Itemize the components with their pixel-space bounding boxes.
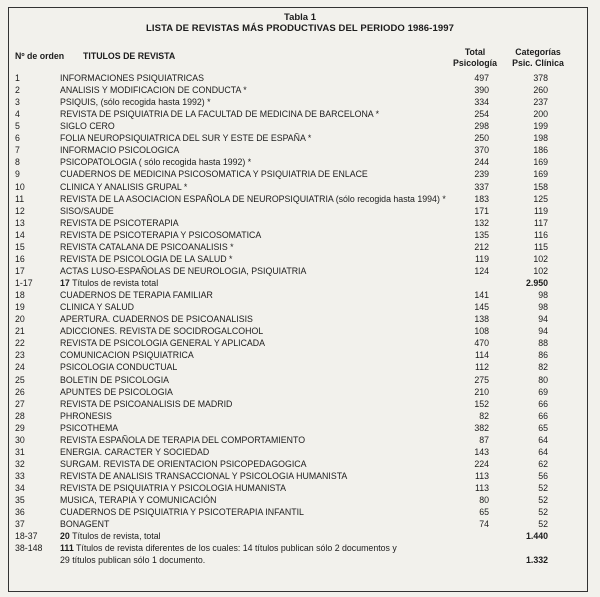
cell-titulo [60, 132, 311, 144]
header-categorias-line1: Categorías [515, 47, 561, 57]
cell-titulo [60, 325, 263, 337]
cell-titulo [60, 193, 446, 205]
cell-titulo-text: REVISTA DE PSICOTERAPIA Y PSICOSOMATICA [60, 229, 262, 240]
cell-orden: 31 [15, 446, 25, 457]
cell-orden: 37 [15, 519, 25, 530]
cell-titulo-text: Títulos de revista, total [72, 531, 161, 542]
cell-orden: 36 [15, 507, 25, 518]
cell-titulo-text: REVISTA DE PSICOANALISIS DE MADRID [60, 398, 233, 409]
cell-titulo [60, 205, 114, 217]
table-row [0, 325, 600, 337]
cell-total: 470 [474, 338, 489, 349]
cell-categoria: 94 [538, 314, 548, 325]
cell-orden: 13 [15, 217, 25, 228]
cell-titulo-text: SISO/SAUDE [60, 205, 114, 216]
cell-categoria: 186 [533, 145, 548, 156]
cell-titulo-text: PSICOLOGIA CONDUCTUAL [60, 362, 178, 373]
cell-orden: 3 [15, 97, 20, 108]
cell-titulo-text: CLINICA Y SALUD [60, 302, 134, 313]
cell-total: 250 [474, 133, 489, 144]
table-label: Tabla 1 [283, 12, 317, 23]
cell-titulo-text: COMUNICACION PSIQUIATRICA [60, 350, 194, 361]
header-orden: Nº de orden [15, 51, 65, 61]
table-row [0, 132, 600, 144]
cell-titulo [60, 446, 209, 458]
cell-categoria: 102 [533, 253, 548, 264]
cell-orden: 28 [15, 410, 25, 421]
cell-total: 87 [479, 434, 489, 445]
cell-total: 113 [474, 483, 489, 494]
table-row [0, 337, 600, 349]
cell-titulo-text: CUADERNOS DE TERAPIA FAMILIAR [60, 290, 213, 301]
cell-titulo-text: PSICOTHEMA [60, 422, 119, 433]
cell-categoria: 98 [538, 302, 548, 313]
cell-titulo [60, 410, 112, 422]
cell-orden: 10 [15, 181, 25, 192]
table-row [0, 518, 600, 530]
cell-titulo-text: SURGAM. REVISTA DE ORIENTACION PSICOPEDAGOGICA [60, 458, 307, 469]
cell-total: 334 [474, 97, 489, 108]
cell-categoria: 88 [538, 338, 548, 349]
cell-total: 132 [474, 217, 489, 228]
cell-orden: 1-17 [15, 278, 33, 289]
table-row [0, 181, 600, 193]
header-total-line2: Psicología [453, 58, 497, 68]
cell-total: 119 [474, 253, 489, 264]
cell-categoria: 1.332 [525, 555, 548, 566]
cell-total: 210 [474, 386, 489, 397]
cell-total: 113 [474, 470, 489, 481]
cell-titulo-text: INFORMACIONES PSIQUIATRICAS [60, 73, 205, 83]
table-row [0, 144, 600, 156]
cell-total: 124 [474, 265, 489, 276]
cell-orden: 15 [15, 241, 25, 252]
table-row [0, 506, 600, 518]
cell-categoria: 158 [533, 181, 548, 192]
cell-titulo-text: FOLIA NEUROPSIQUIATRICA DEL SUR Y ESTE DE ESPAÑA * [60, 133, 312, 144]
cell-titulo [60, 289, 213, 301]
cell-total: 370 [474, 145, 489, 156]
cell-categoria: 98 [538, 290, 548, 301]
cell-total: 143 [474, 446, 489, 457]
cell-titulo-text: APUNTES DE PSICOLOGIA [60, 386, 173, 397]
cell-titulo-count: 111 [60, 543, 74, 554]
cell-total: 145 [474, 302, 489, 313]
table-summary-row [0, 530, 600, 542]
cell-orden: 16 [15, 253, 25, 264]
cell-categoria: 1.440 [525, 531, 548, 542]
cell-categoria: 125 [533, 193, 548, 204]
cell-titulo [60, 120, 115, 132]
cell-categoria: 169 [533, 157, 548, 168]
cell-orden: 1 [15, 73, 20, 83]
cell-total: 135 [474, 229, 489, 240]
cell-orden: 9 [15, 169, 20, 180]
cell-categoria: 115 [533, 241, 548, 252]
cell-categoria: 80 [538, 374, 548, 385]
table-row [0, 398, 600, 410]
table-summary-row [0, 277, 600, 289]
table-row [0, 168, 600, 180]
table-row [0, 361, 600, 373]
cell-orden: 17 [15, 265, 25, 276]
cell-titulo [60, 530, 161, 542]
cell-orden: 33 [15, 470, 25, 481]
cell-categoria: 169 [533, 169, 548, 180]
table-row [0, 482, 600, 494]
cell-titulo [60, 374, 169, 386]
table-row [0, 72, 600, 84]
cell-categoria: 64 [538, 434, 548, 445]
cell-categoria: 65 [538, 422, 548, 433]
header-total-line1: Total [464, 47, 486, 57]
cell-orden: 12 [15, 205, 25, 216]
cell-titulo-text-line2: 29 títulos publican sólo 1 documento. [60, 555, 206, 566]
table-row [0, 301, 600, 313]
cell-titulo-text: PSICOPATOLOGIA ( sólo recogida hasta 1992) * [60, 157, 252, 168]
cell-total: 65 [479, 507, 489, 518]
cell-orden: 30 [15, 434, 25, 445]
cell-titulo [60, 518, 109, 530]
cell-orden: 26 [15, 386, 25, 397]
table-row [0, 96, 600, 108]
cell-orden: 19 [15, 302, 25, 313]
cell-total: 239 [474, 169, 489, 180]
cell-total: 108 [474, 326, 489, 337]
cell-titulo-text: REVISTA DE PSICOTERAPIA [60, 217, 179, 228]
cell-titulo [60, 337, 265, 349]
cell-titulo [60, 361, 177, 373]
cell-orden: 14 [15, 229, 25, 240]
cell-orden: 34 [15, 483, 25, 494]
cell-titulo-text: CLINICA Y ANALISIS GRUPAL * [60, 181, 188, 192]
cell-orden: 32 [15, 458, 25, 469]
cell-orden: 8 [15, 157, 20, 168]
cell-titulo [60, 229, 261, 241]
table-row [0, 470, 600, 482]
cell-titulo-count: 20 [60, 531, 70, 542]
cell-orden: 35 [15, 495, 25, 506]
cell-categoria: 62 [538, 458, 548, 469]
cell-total: 382 [474, 422, 489, 433]
cell-titulo [60, 398, 232, 410]
cell-total: 74 [479, 519, 489, 530]
table-row [0, 374, 600, 386]
cell-titulo-text: REVISTA DE PSICOLOGIA GENERAL Y APLICADA [60, 338, 266, 349]
cell-titulo [60, 108, 379, 120]
cell-titulo [60, 156, 251, 168]
cell-total: 114 [474, 350, 489, 361]
cell-titulo [60, 253, 232, 265]
cell-titulo [60, 181, 187, 193]
table-row [0, 289, 600, 301]
table-row [0, 265, 600, 277]
cell-orden: 20 [15, 314, 25, 325]
cell-categoria: 117 [533, 217, 548, 228]
cell-titulo [60, 482, 286, 494]
cell-total: 138 [474, 314, 489, 325]
cell-categoria: 86 [538, 350, 548, 361]
cell-total: 298 [474, 121, 489, 132]
cell-orden: 6 [15, 133, 20, 144]
cell-titulo [60, 144, 179, 156]
cell-categoria: 378 [533, 73, 548, 83]
cell-titulo-text: BONAGENT [60, 519, 110, 530]
cell-titulo-text: REVISTA DE PSICOLOGIA DE LA SALUD * [60, 253, 233, 264]
cell-titulo-text: REVISTA CATALANA DE PSICOANALISIS * [60, 241, 234, 252]
header-titulos: TITULOS DE REVISTA [83, 51, 176, 61]
cell-total: 497 [474, 73, 489, 83]
cell-titulo-text: Títulos de revista total [72, 278, 159, 289]
table-row [0, 108, 600, 120]
table-row [0, 434, 600, 446]
cell-total: 390 [474, 85, 489, 96]
cell-orden: 2 [15, 85, 20, 96]
cell-categoria: 94 [538, 326, 548, 337]
cell-categoria: 66 [538, 398, 548, 409]
cell-titulo [60, 458, 307, 470]
cell-titulo [60, 494, 216, 506]
cell-orden: 23 [15, 350, 25, 361]
cell-titulo [60, 168, 368, 180]
cell-titulo-text: APERTURA. CUADERNOS DE PSICOANALISIS [60, 314, 253, 325]
cell-orden: 29 [15, 422, 25, 433]
cell-titulo-text: REVISTA DE ANALISIS TRANSACCIONAL Y PSICOLOGIA HUMANISTA [60, 470, 348, 481]
table-row [0, 446, 600, 458]
cell-titulo [60, 217, 179, 229]
cell-titulo [60, 422, 118, 434]
cell-orden: 18 [15, 290, 25, 301]
cell-categoria: 82 [538, 362, 548, 373]
cell-titulo-text: BOLETIN DE PSICOLOGIA [60, 374, 170, 385]
table-row [0, 217, 600, 229]
cell-categoria: 119 [533, 205, 548, 216]
table-row [0, 422, 600, 434]
cell-total: 337 [474, 181, 489, 192]
table-row [0, 229, 600, 241]
table-row [0, 156, 600, 168]
cell-titulo-text: MUSICA, TERAPIA Y COMUNICACIÓN [60, 495, 217, 506]
cell-titulo-text: CUADERNOS DE MEDICINA PSICOSOMATICA Y PSIQUIATRIA DE ENLACE [60, 169, 368, 180]
cell-orden: 27 [15, 398, 25, 409]
cell-total: 82 [479, 410, 489, 421]
cell-titulo [60, 386, 173, 398]
table-row [0, 205, 600, 217]
cell-titulo-text: INFORMACIO PSICOLOGICA [60, 145, 180, 156]
table-row [0, 494, 600, 506]
cell-titulo-text: PHRONESIS [60, 410, 112, 421]
cell-titulo-text: PSIQUIS, (sólo recogida hasta 1992) * [60, 97, 211, 108]
cell-total: 80 [479, 495, 489, 506]
cell-total: 183 [474, 193, 489, 204]
cell-categoria: 260 [533, 85, 548, 96]
cell-categoria: 52 [538, 483, 548, 494]
cell-categoria: 52 [538, 507, 548, 518]
cell-orden: 24 [15, 362, 25, 373]
cell-total: 224 [474, 458, 489, 469]
table-title: LISTA DE REVISTAS MÁS PRODUCTIVAS DEL PERIODO 1986-1997 [146, 23, 454, 34]
cell-titulo-text: ADICCIONES. REVISTA DE SOCIDROGALCOHOL [60, 326, 264, 337]
cell-orden: 7 [15, 145, 20, 156]
cell-categoria: 200 [533, 109, 548, 120]
cell-categoria: 52 [538, 519, 548, 530]
table-row [0, 349, 600, 361]
table-row [0, 253, 600, 265]
cell-categoria: 102 [533, 265, 548, 276]
cell-titulo [60, 96, 211, 108]
table-row [0, 386, 600, 398]
cell-titulo [60, 434, 305, 446]
cell-titulo [60, 84, 247, 96]
cell-categoria: 66 [538, 410, 548, 421]
cell-titulo-text: REVISTA DE PSIQUIATRIA DE LA FACULTAD DE MEDICINA DE BARCELONA * [60, 109, 380, 120]
cell-titulo [60, 241, 234, 253]
cell-orden: 5 [15, 121, 20, 132]
header-categorias-line2: Psic. Clínica [512, 58, 564, 68]
cell-orden: 18-37 [15, 531, 38, 542]
cell-titulo [60, 72, 204, 84]
cell-titulo-text: ACTAS LUSO-ESPAÑOLAS DE NEUROLOGIA, PSIQUIATRIA [60, 265, 307, 276]
cell-total: 244 [474, 157, 489, 168]
cell-categoria: 199 [533, 121, 548, 132]
cell-titulo-text: REVISTA DE LA ASOCIACION ESPAÑOLA DE NEUROPSIQUIATRIA (sólo recogida hasta 1994) * [60, 193, 446, 204]
cell-titulo-text: REVISTA DE PSIQUIATRIA Y PSICOLOGIA HUMANISTA [60, 483, 287, 494]
table-row [0, 84, 600, 96]
table-row [0, 193, 600, 205]
cell-total: 275 [474, 374, 489, 385]
cell-categoria: 56 [538, 470, 548, 481]
table-row [0, 458, 600, 470]
table-summary-row [0, 542, 600, 566]
cell-titulo [60, 313, 253, 325]
cell-orden: 21 [15, 326, 25, 337]
cell-titulo [60, 277, 158, 289]
cell-titulo-text: ANALISIS Y MODIFICACION DE CONDUCTA * [60, 85, 247, 96]
cell-titulo [60, 301, 134, 313]
table-row [0, 241, 600, 253]
header-categorias [498, 47, 578, 69]
cell-categoria: 2.950 [525, 278, 548, 289]
cell-orden: 38-148 [15, 543, 43, 554]
cell-total: 254 [474, 109, 489, 120]
cell-titulo-text: ENERGIA. CARACTER Y SOCIEDAD [60, 446, 210, 457]
cell-titulo [60, 265, 306, 277]
cell-orden: 25 [15, 374, 25, 385]
cell-orden: 11 [15, 193, 25, 204]
cell-total: 152 [474, 398, 489, 409]
cell-titulo-text: CUADERNOS DE PSIQUIATRIA Y PSICOTERAPIA INFANTIL [60, 507, 304, 518]
cell-categoria: 52 [538, 495, 548, 506]
cell-titulo-text: SIGLO CERO [60, 121, 115, 132]
cell-total: 171 [474, 205, 489, 216]
cell-total: 112 [474, 362, 489, 373]
cell-categoria: 116 [533, 229, 548, 240]
cell-titulo-text: REVISTA ESPAÑOLA DE TERAPIA DEL COMPORTAMIENTO [60, 434, 306, 445]
cell-categoria: 237 [533, 97, 548, 108]
cell-categoria: 69 [538, 386, 548, 397]
cell-titulo [60, 506, 304, 518]
cell-titulo [60, 349, 194, 361]
cell-categoria: 64 [538, 446, 548, 457]
cell-total: 141 [474, 290, 489, 301]
cell-categoria: 198 [533, 133, 548, 144]
cell-orden: 22 [15, 338, 25, 349]
cell-titulo [60, 470, 347, 482]
cell-total: 212 [474, 241, 489, 252]
table-row [0, 313, 600, 325]
cell-titulo-count: 17 [60, 278, 70, 289]
cell-titulo [60, 542, 397, 566]
cell-orden: 4 [15, 109, 20, 120]
table-row [0, 120, 600, 132]
table-row [0, 410, 600, 422]
cell-titulo-text: Títulos de revista diferentes de los cuales: 14 títulos publican sólo 2 documentos y [76, 543, 397, 554]
